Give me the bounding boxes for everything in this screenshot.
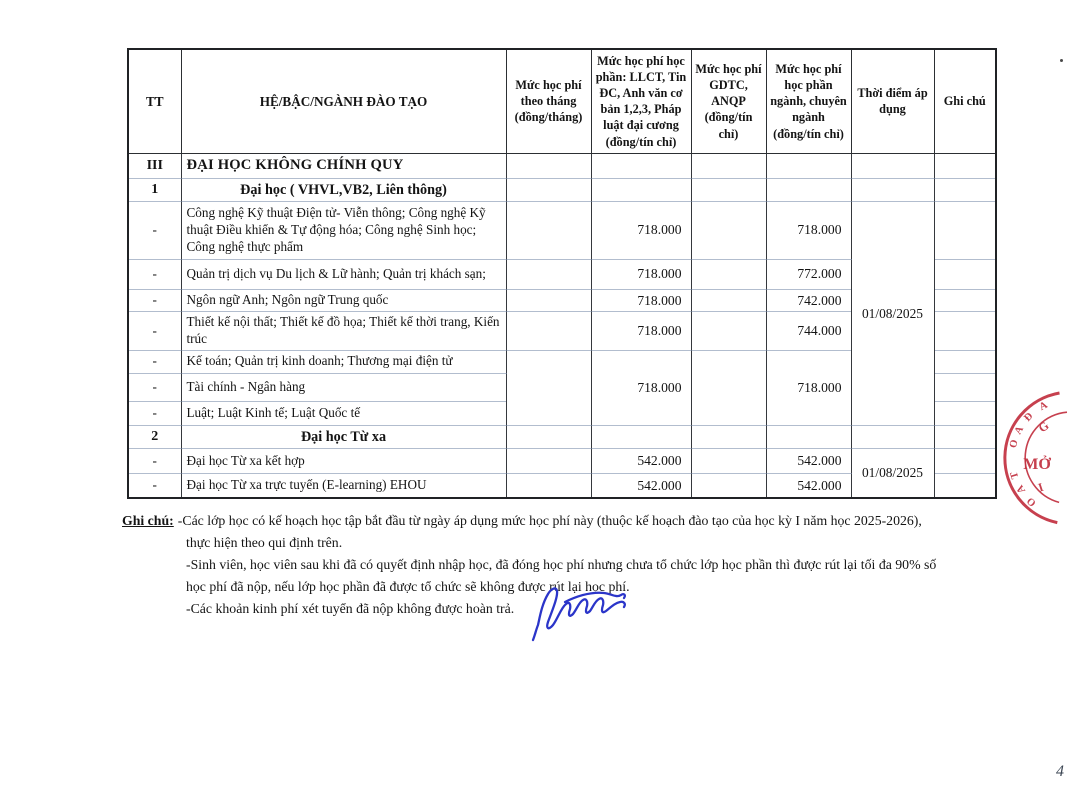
- cell-tt: -: [128, 449, 181, 474]
- stamp-ring-letter: T: [1008, 470, 1022, 481]
- cell-note: [934, 350, 996, 373]
- handwritten-signature: [525, 580, 635, 646]
- cell-note: [934, 259, 996, 289]
- note-text: -Các lớp học có kế hoạch học tập bắt đầu từ ngày áp dụng mức học phí này (thuộc kế hoạch đào tạo của học kỳ I năm học 2025-2026),: [177, 513, 922, 528]
- stamp-ring-letter: A: [1012, 424, 1027, 437]
- cell-monthly-fee: [506, 449, 591, 474]
- cell-monthly-fee: [506, 153, 591, 178]
- stamp-center-text: MỞ: [1023, 456, 1051, 473]
- cell-tt: -: [128, 373, 181, 401]
- cell-tt: -: [128, 201, 181, 259]
- cell-monthly-fee: [506, 474, 591, 498]
- cell-tt: -: [128, 401, 181, 425]
- cell-program: Quản trị dịch vụ Du lịch & Lữ hành; Quản trị khách sạn;: [181, 259, 506, 289]
- cell-program: Kế toán; Quản trị kinh doanh; Thương mại điện tử: [181, 350, 506, 373]
- cell-apply-date: [851, 425, 934, 448]
- cell-monthly-fee: [506, 201, 591, 259]
- cell-tt: -: [128, 312, 181, 351]
- stamp-ring-letter: Đ: [1022, 410, 1036, 424]
- cell-tt: 1: [128, 178, 181, 201]
- cell-program: Đại học Từ xa kết hợp: [181, 449, 506, 474]
- cell-general-course-fee: 718.000: [591, 289, 691, 311]
- cell-major-course-fee: [766, 425, 851, 448]
- cell-monthly-fee: [506, 259, 591, 289]
- cell-note: [934, 449, 996, 474]
- cell-general-course-fee: 542.000: [591, 474, 691, 498]
- red-circular-stamp: [1000, 385, 1092, 535]
- cell-gdtc-fee: [691, 312, 766, 351]
- cell-program: Đại học Từ xa trực tuyến (E-learning) EHOU: [181, 474, 506, 498]
- cell-major-course-fee: [766, 178, 851, 201]
- cell-general-course-fee: 718.000: [591, 201, 691, 259]
- table-row-subsection-2: [128, 425, 996, 448]
- cell-note: [934, 425, 996, 448]
- column-header-monthly-fee: Mức học phí theo tháng (đồng/tháng): [506, 49, 591, 153]
- cell-monthly-fee: [506, 289, 591, 311]
- cell-apply-date-section-1: 01/08/2025: [851, 201, 934, 425]
- table-row: [128, 449, 996, 474]
- cell-tt: -: [128, 474, 181, 498]
- note-line: thực hiện theo qui định trên.: [186, 535, 343, 550]
- table-row: [128, 201, 996, 259]
- cell-monthly-fee: [506, 312, 591, 351]
- notes-label: Ghi chú:: [122, 513, 174, 528]
- cell-tt: -: [128, 350, 181, 373]
- column-header-gdtc-anqp-fee: Mức học phí GDTC, ANQP (đồng/tín chỉ): [691, 49, 766, 153]
- cell-major-course-fee-merged: 718.000: [766, 350, 851, 425]
- cell-major-course-fee: 542.000: [766, 474, 851, 498]
- cell-major-course-fee: 718.000: [766, 201, 851, 259]
- cell-note: [934, 178, 996, 201]
- cell-monthly-fee-merged: [506, 350, 591, 425]
- note-line: -Các khoản kinh phí xét tuyển đã nộp không được hoàn trả.: [186, 601, 515, 616]
- cell-monthly-fee: [506, 425, 591, 448]
- page-number: 4: [1056, 763, 1064, 780]
- column-header-program: HỆ/BẬC/NGÀNH ĐÀO TẠO: [181, 49, 506, 153]
- cell-note: [934, 201, 996, 259]
- cell-gdtc-fee: [691, 178, 766, 201]
- stamp-ring-letter: A: [1037, 399, 1050, 414]
- cell-general-course-fee: [591, 153, 691, 178]
- note-line: -Sinh viên, học viên sau khi đã có quyết định nhập học, đã đóng học phí nhưng chưa tổ chức lớp học phần thì được rút lại tối đa 90% số: [186, 557, 937, 572]
- cell-note: [934, 153, 996, 178]
- cell-general-course-fee: 718.000: [591, 312, 691, 351]
- cell-tt: -: [128, 259, 181, 289]
- cell-gdtc-fee: [691, 289, 766, 311]
- stamp-ring-letter: A: [1014, 482, 1029, 496]
- cell-apply-date-section-2: 01/08/2025: [851, 449, 934, 498]
- cell-note: [934, 289, 996, 311]
- cell-gdtc-fee: [691, 259, 766, 289]
- cell-program: Ngôn ngữ Anh; Ngôn ngữ Trung quốc: [181, 289, 506, 311]
- cell-major-course-fee: 742.000: [766, 289, 851, 311]
- note-line: học phí đã nộp, nếu lớp học phần đã được tổ chức sẽ không được rút lại học phí.: [186, 579, 630, 594]
- cell-program: Đại học Từ xa: [181, 425, 506, 448]
- header-row: [128, 49, 996, 153]
- cell-gdtc-fee: [691, 425, 766, 448]
- cell-note: [934, 474, 996, 498]
- column-header-general-course-fee: Mức học phí học phần: LLCT, Tin ĐC, Anh văn cơ bản 1,2,3, Pháp luật đại cương (đồng/tín chỉ): [591, 49, 691, 153]
- column-header-apply-date: Thời điểm áp dụng: [851, 49, 934, 153]
- column-header-major-course-fee: Mức học phí học phần ngành, chuyên ngành (đồng/tín chỉ): [766, 49, 851, 153]
- cell-program: Luật; Luật Kinh tế; Luật Quốc tế: [181, 401, 506, 425]
- cell-note: [934, 373, 996, 401]
- note-line: [122, 510, 936, 532]
- cell-gdtc-fee: [691, 153, 766, 178]
- scan-artifact-dot: [1060, 59, 1063, 62]
- cell-major-course-fee: 542.000: [766, 449, 851, 474]
- cell-general-course-fee: 542.000: [591, 449, 691, 474]
- cell-apply-date: [851, 153, 934, 178]
- cell-gdtc-fee-merged: [691, 350, 766, 425]
- cell-general-course-fee-merged: 718.000: [591, 350, 691, 425]
- cell-gdtc-fee: [691, 474, 766, 498]
- stamp-ring-letter: O: [1025, 494, 1039, 509]
- cell-note: [934, 312, 996, 351]
- table-row-subsection-1: [128, 178, 996, 201]
- cell-program: Thiết kế nội thất; Thiết kế đồ họa; Thiết kế thời trang, Kiến trúc: [181, 312, 506, 351]
- stamp-inner-letter: G: [1035, 418, 1052, 436]
- table-row-section-iii: [128, 153, 996, 178]
- cell-note: [934, 401, 996, 425]
- stamp-ring-letter: O: [1007, 438, 1021, 450]
- cell-apply-date: [851, 178, 934, 201]
- column-header-tt: TT: [128, 49, 181, 153]
- cell-monthly-fee: [506, 178, 591, 201]
- cell-major-course-fee: [766, 153, 851, 178]
- cell-tt: III: [128, 153, 181, 178]
- cell-tt: 2: [128, 425, 181, 448]
- cell-tt: -: [128, 289, 181, 311]
- tuition-fee-table: [127, 48, 997, 499]
- cell-gdtc-fee: [691, 449, 766, 474]
- cell-program: Công nghệ Kỹ thuật Điện tử- Viễn thông; Công nghệ Kỹ thuật Điều khiển & Tự động hóa; Công nghệ Sinh học; Công nghệ thực phẩm: [181, 201, 506, 259]
- column-header-note: Ghi chú: [934, 49, 996, 153]
- cell-program: Tài chính - Ngân hàng: [181, 373, 506, 401]
- cell-program: ĐẠI HỌC KHÔNG CHÍNH QUY: [181, 153, 506, 178]
- stamp-inner-letter: I: [1036, 479, 1046, 495]
- cell-general-course-fee: [591, 178, 691, 201]
- cell-gdtc-fee: [691, 201, 766, 259]
- cell-major-course-fee: 772.000: [766, 259, 851, 289]
- cell-program: Đại học ( VHVL,VB2, Liên thông): [181, 178, 506, 201]
- cell-general-course-fee: [591, 425, 691, 448]
- cell-general-course-fee: 718.000: [591, 259, 691, 289]
- cell-major-course-fee: 744.000: [766, 312, 851, 351]
